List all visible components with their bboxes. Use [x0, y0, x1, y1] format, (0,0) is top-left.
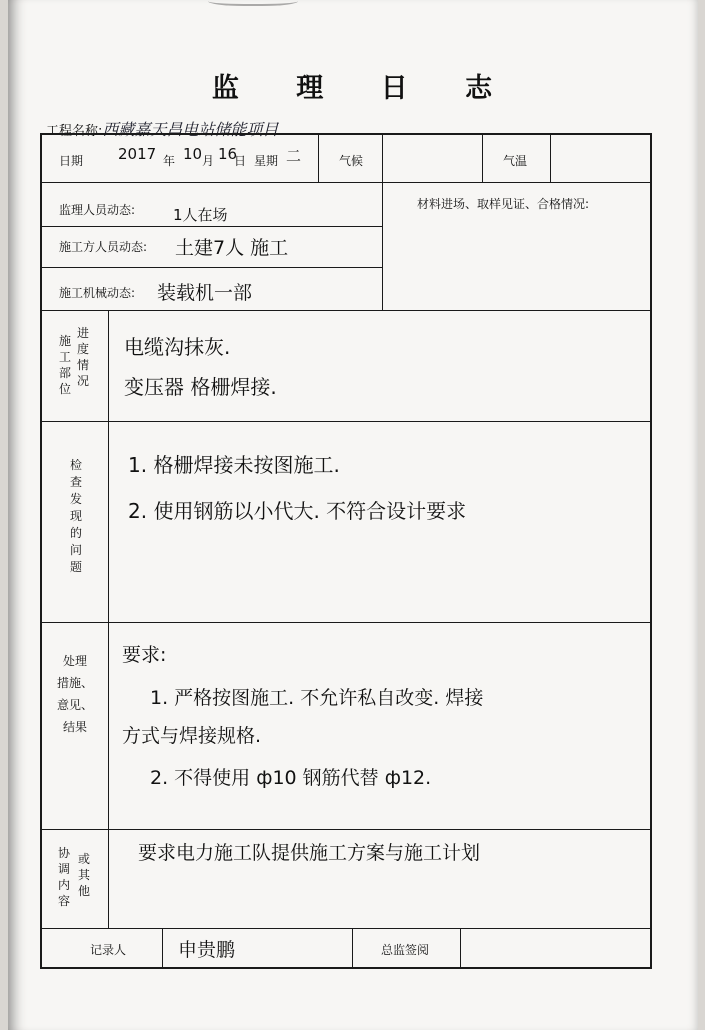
progress-line-2: 变压器 格栅焊接.	[124, 375, 277, 399]
progress-line-1: 电缆沟抹灰.	[124, 335, 231, 359]
date-year: 2017	[118, 145, 157, 163]
handling-line-2: 1. 严格按图施工. 不允许私自改变. 焊接	[150, 687, 484, 709]
page-title: 监 理 日 志	[211, 73, 517, 104]
weekday-value: 二	[286, 147, 302, 165]
coordination-label-right: 或 其 他	[77, 852, 90, 898]
coordination-label-left: 协 调 内 容	[57, 846, 70, 908]
handling-line-4: 2. 不得使用 ф10 钢筋代替 ф12.	[150, 767, 432, 789]
date-month: 10	[183, 145, 203, 163]
materials-label: 材料进场、取样见证、合格情况:	[417, 197, 590, 211]
project-label: 工程名称:	[46, 124, 103, 139]
progress-label-left: 施 工 部 位	[58, 334, 71, 396]
date-label: 日期	[59, 154, 84, 168]
supervisor-label: 监理人员动态:	[59, 203, 136, 217]
handling-line-1: 要求:	[122, 644, 167, 666]
log-table	[40, 133, 652, 969]
temperature-label: 气温	[503, 154, 528, 168]
chief-signature-label: 总监签阅	[381, 943, 430, 957]
handling-label: 处理 措施、 意见、 结果	[56, 654, 93, 734]
day-unit: 日	[234, 154, 247, 168]
coordination-line-1: 要求电力施工队提供施工方案与施工计划	[138, 842, 481, 864]
recorder-signature: 申贵鹏	[178, 939, 236, 961]
date-day: 16	[218, 145, 238, 163]
handling-line-3: 方式与焊接规格.	[122, 725, 262, 747]
inspection-label: 检 查 发 现 的 问 题	[69, 458, 82, 574]
contractor-label: 施工方人员动态:	[59, 240, 148, 254]
top-ink-mark	[208, 0, 298, 6]
contractor-value: 土建7人 施工	[175, 237, 289, 259]
machinery-value: 装载机一部	[157, 282, 253, 304]
inspection-line-1: 1. 格栅焊接未按图施工.	[128, 453, 340, 477]
project-name: 西藏嘉天昌电站储能项目	[102, 120, 279, 139]
weather-label: 气候	[339, 154, 364, 168]
machinery-label: 施工机械动态:	[59, 286, 136, 300]
year-unit: 年	[163, 154, 176, 168]
recorder-label: 记录人	[90, 943, 127, 957]
progress-label-right: 进 度 情 况	[76, 326, 89, 388]
inspection-line-2: 2. 使用钢筋以小代大. 不符合设计要求	[128, 499, 467, 523]
weekday-label: 星期	[254, 154, 279, 168]
month-unit: 月	[202, 154, 215, 168]
supervisor-value: 1人在场	[173, 206, 228, 224]
